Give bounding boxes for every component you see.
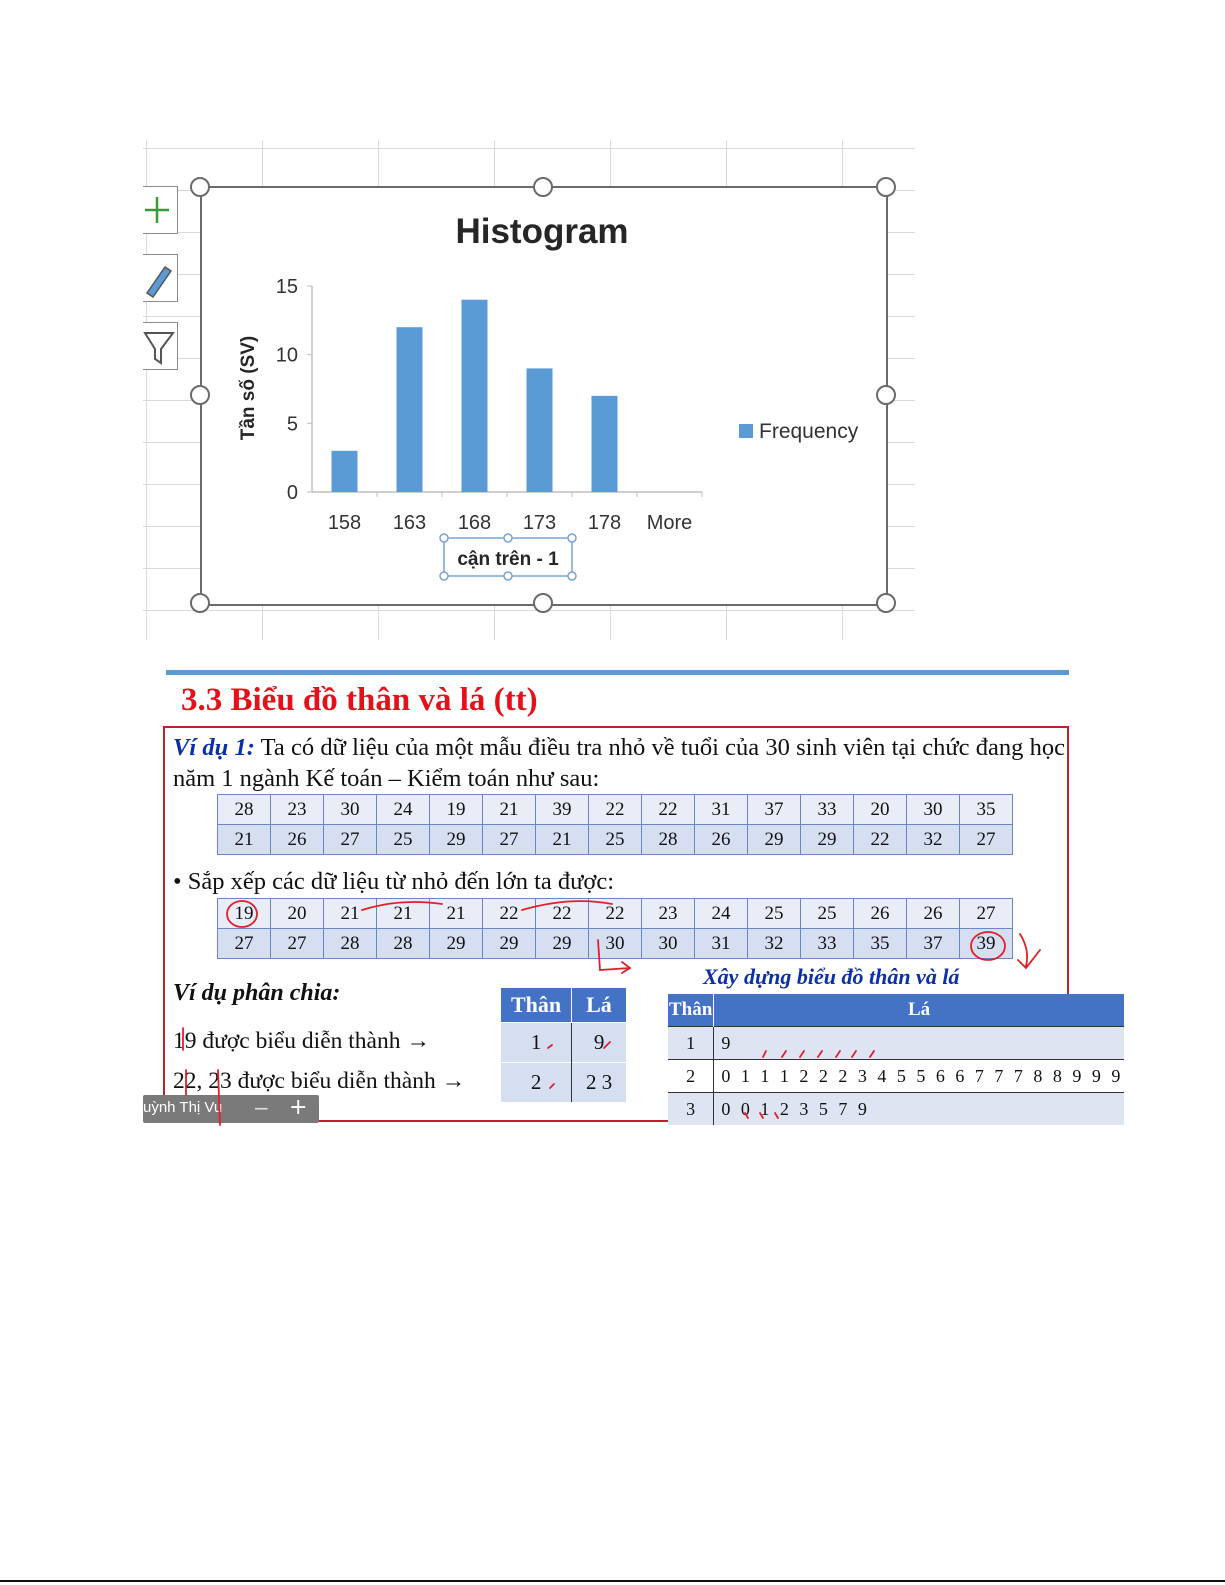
histogram-bar (527, 368, 553, 492)
sorted_data-cell: 28 (377, 929, 430, 959)
y-tick-label: 5 (286, 413, 298, 436)
presenter-name: uỳnh Thị Vu (143, 1099, 223, 1116)
resize-handle-top[interactable] (533, 177, 553, 197)
sorted_data-cell: 22 (536, 899, 589, 929)
sorted_data-cell: 26 (854, 899, 907, 929)
raw-data-table (217, 794, 1013, 855)
table-row (668, 1027, 1124, 1060)
small-stem-cell: 2 (501, 1063, 572, 1103)
small-leaf-cell: 9 (572, 1023, 627, 1063)
raw_data-cell: 39 (536, 795, 589, 825)
resize-handle-bottom[interactable] (533, 593, 553, 613)
sorted_data-cell: 28 (324, 929, 377, 959)
raw_data-cell: 20 (854, 795, 907, 825)
raw_data-cell: 30 (907, 795, 960, 825)
table-row (218, 795, 1013, 825)
sorted_data-cell: 21 (324, 899, 377, 929)
histogram-svg (202, 188, 886, 604)
intro-paragraph (173, 732, 1065, 794)
sorted_data-cell: 23 (642, 899, 695, 929)
raw_data-cell: 29 (748, 825, 801, 855)
raw_data-cell: 19 (430, 795, 483, 825)
raw_data-cell: 24 (377, 795, 430, 825)
y-axis-label: Tần số (SV) (238, 335, 259, 441)
raw_data-cell: 21 (218, 825, 271, 855)
table-row (501, 1063, 626, 1103)
sorted_data-cell: 21 (377, 899, 430, 929)
resize-handle-left[interactable] (190, 385, 210, 405)
stem-leaf-header-stem: Thân (668, 994, 714, 1027)
histogram-bar (592, 396, 618, 492)
presenter-zoom-bar (143, 1095, 319, 1123)
section-title: 3.3 Biểu đồ thân và lá (tt) (181, 682, 538, 718)
raw_data-cell: 30 (324, 795, 377, 825)
table-row (668, 1093, 1124, 1126)
table-row (218, 929, 1013, 959)
raw_data-cell: 28 (642, 825, 695, 855)
sorted_data-cell: 21 (430, 899, 483, 929)
sorted_data-cell: 37 (907, 929, 960, 959)
small-header-leaf: Lá (572, 988, 627, 1023)
sorted_data-cell: 33 (801, 929, 854, 959)
example-line-1: 19 được biểu diễn thành → (173, 1028, 430, 1054)
stem-leaf-caption: Xây dựng biểu đồ thân và lá (703, 964, 960, 989)
chart-styles-brush-icon[interactable] (143, 254, 178, 302)
resize-handle-right[interactable] (876, 385, 896, 405)
sorted_data-cell: 30 (642, 929, 695, 959)
raw_data-cell: 31 (695, 795, 748, 825)
example-title: Ví dụ phân chia: (173, 980, 341, 1006)
table-row (668, 1060, 1124, 1093)
lecture-slide (143, 650, 1124, 1130)
small-header-stem: Thân (501, 988, 572, 1023)
chart-filter-funnel-icon[interactable] (143, 322, 178, 370)
chart-title: Histogram (455, 212, 629, 251)
x-tick-label: 178 (587, 512, 622, 534)
sorted_data-cell: 25 (801, 899, 854, 929)
raw_data-cell: 37 (748, 795, 801, 825)
sorted_data-cell: 30 (589, 929, 642, 959)
x-axis-label: cận trên - 1 (457, 549, 559, 570)
sorted_data-cell: 31 (695, 929, 748, 959)
sorted_data-cell: 39 (960, 929, 1013, 959)
sorted_data-cell: 29 (483, 929, 536, 959)
sorted_data-cell: 29 (430, 929, 483, 959)
raw_data-cell: 23 (271, 795, 324, 825)
raw_data-cell: 22 (642, 795, 695, 825)
raw_data-cell: 35 (960, 795, 1013, 825)
sorted_data-cell: 29 (536, 929, 589, 959)
example-stem-leaf-table (501, 988, 627, 1102)
stem-cell: 3 (668, 1093, 714, 1126)
example-line-2: 22, 23 được biểu diễn thành → (173, 1068, 466, 1094)
sorted_data-cell: 26 (907, 899, 960, 929)
stem-cell: 2 (668, 1060, 714, 1093)
raw_data-cell: 29 (430, 825, 483, 855)
sorted_data-cell: 27 (218, 929, 271, 959)
raw_data-cell: 21 (483, 795, 536, 825)
sorted_data-cell: 22 (483, 899, 536, 929)
sorted_data-cell: 32 (748, 929, 801, 959)
leaves-cell: 0 1 1 1 2 2 2 3 4 5 5 6 6 7 7 7 8 8 9 9 9 (714, 1060, 1125, 1093)
table-row (218, 825, 1013, 855)
raw_data-cell: 27 (324, 825, 377, 855)
histogram-bar (462, 300, 488, 492)
intro-label: Ví dụ 1: (173, 734, 255, 761)
slide-top-rule (166, 670, 1069, 675)
sorted_data-cell: 20 (271, 899, 324, 929)
raw_data-cell: 32 (907, 825, 960, 855)
sorted_data-cell: 24 (695, 899, 748, 929)
table-row (501, 1023, 626, 1063)
raw_data-cell: 22 (589, 795, 642, 825)
y-tick-label: 0 (286, 482, 298, 504)
zoom-out-button[interactable]: − (253, 1096, 270, 1120)
sorted_data-cell: 27 (271, 929, 324, 959)
raw_data-cell: 25 (377, 825, 430, 855)
sorted_data-cell: 25 (748, 899, 801, 929)
raw_data-cell: 26 (695, 825, 748, 855)
sorted-intro: • Sắp xếp các dữ liệu từ nhỏ đến lớn ta được: (173, 868, 615, 895)
raw_data-cell: 33 (801, 795, 854, 825)
raw_data-cell: 21 (536, 825, 589, 855)
zoom-in-button[interactable]: + (289, 1095, 308, 1120)
sorted_data-cell: 35 (854, 929, 907, 959)
x-tick-label: 168 (457, 512, 492, 534)
x-tick-label: 158 (327, 512, 362, 534)
resize-handle-top-left[interactable] (190, 177, 210, 197)
spreadsheet-area (143, 140, 915, 640)
intro-text: Ta có dữ liệu của một mẫu điều tra nhỏ về tuổi của 30 sinh viên tại chức đang học năm 1 ngành Kế toán – Kiểm toán như sau: (173, 734, 1066, 792)
raw_data-cell: 29 (801, 825, 854, 855)
legend-swatch (739, 424, 753, 438)
stem-leaf-table (668, 994, 1125, 1125)
x-tick-label: More (646, 512, 693, 534)
small-leaf-cell: 2 3 (572, 1063, 627, 1103)
histogram-bar (397, 327, 423, 492)
resize-handle-bottom-right[interactable] (876, 593, 896, 613)
chart-elements-plus-icon[interactable] (143, 186, 178, 234)
y-tick-label: 10 (275, 344, 298, 367)
raw_data-cell: 27 (960, 825, 1013, 855)
resize-handle-top-right[interactable] (876, 177, 896, 197)
sorted_data-cell: 27 (960, 899, 1013, 929)
y-tick-label: 15 (275, 276, 298, 298)
sorted_data-cell: 22 (589, 899, 642, 929)
sorted_data-cell: 19 (218, 899, 271, 929)
x-tick-label: 163 (392, 512, 427, 534)
content-frame (163, 726, 1124, 1122)
x-tick-label: 173 (522, 512, 557, 534)
small-stem-cell: 1 (501, 1023, 572, 1063)
raw_data-cell: 26 (271, 825, 324, 855)
legend-label: Frequency (759, 420, 859, 443)
raw_data-cell: 25 (589, 825, 642, 855)
page-bottom-rule (0, 1580, 1225, 1582)
stem-leaf-header-leaf: Lá (714, 994, 1125, 1027)
raw_data-cell: 22 (854, 825, 907, 855)
histogram-chart[interactable] (200, 186, 888, 606)
plot-area (276, 276, 702, 534)
sorted-data-table (217, 898, 1013, 959)
resize-handle-bottom-left[interactable] (190, 593, 210, 613)
leaves-cell: 9 (714, 1027, 1125, 1060)
histogram-bar (332, 451, 358, 492)
stem-cell: 1 (668, 1027, 714, 1060)
raw_data-cell: 28 (218, 795, 271, 825)
table-row (218, 899, 1013, 929)
leaves-cell: 0 0 1 2 3 5 7 9 (714, 1093, 1125, 1126)
raw_data-cell: 27 (483, 825, 536, 855)
